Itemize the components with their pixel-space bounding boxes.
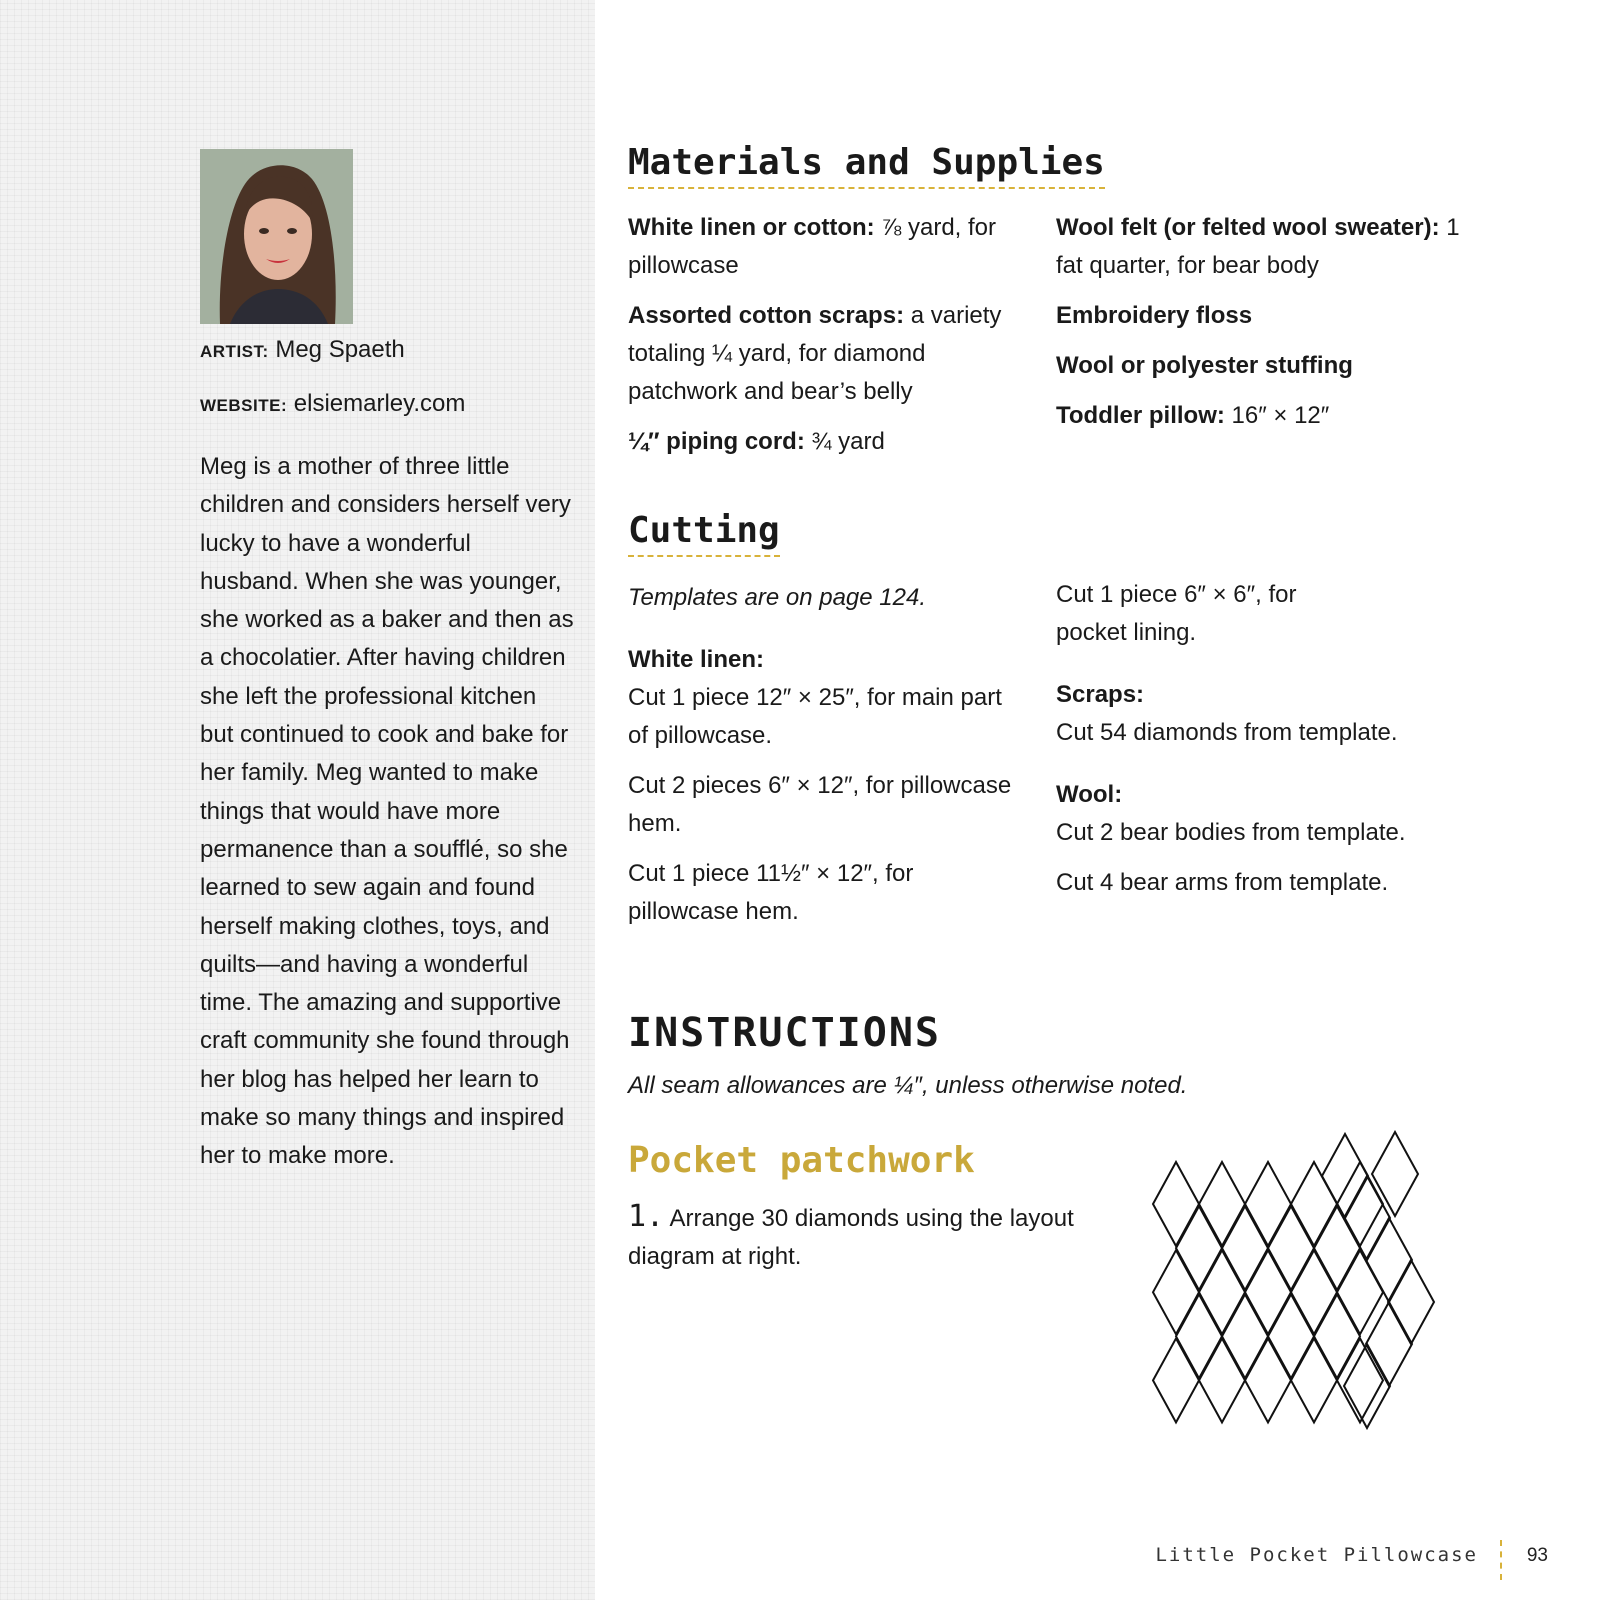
website-link[interactable]: elsiemarley.com [293, 390, 466, 417]
cutting-left-column [628, 579, 1028, 943]
cut-instruction: Cut 1 piece 6″ × 6″, for pocket lining. [1056, 581, 1297, 646]
material-item: Embroidery floss [1056, 302, 1253, 329]
footer-divider [1500, 1540, 1502, 1580]
white-linen-label: White linen: [628, 646, 764, 673]
material-item: Toddler pillow: 16″ × 12″ [1056, 402, 1330, 429]
diamond-shape [1388, 1260, 1434, 1344]
diamond-shape [1176, 1206, 1222, 1290]
diamond-shape [1153, 1338, 1199, 1422]
material-item: Assorted cotton scraps: a variety totaling ¼ yard, for diamond patchwork and bear’s belly [628, 302, 1002, 405]
cut-instruction: Cut 1 piece 12″ × 25″, for main part of pillowcase. [628, 684, 1002, 749]
materials-right-column [1056, 209, 1476, 447]
cut-instruction: Cut 2 bear bodies from template. [1056, 819, 1406, 846]
diamond-shape [1314, 1294, 1360, 1378]
instructions-heading: INSTRUCTIONS [628, 1010, 941, 1056]
materials-heading: Materials and Supplies [628, 142, 1105, 189]
website-label: WEBSITE: [200, 396, 288, 415]
step-1 [628, 1198, 1118, 1276]
material-item: ¼″ piping cord: ¾ yard [628, 428, 885, 455]
diamond-layout-diagram [1150, 1130, 1440, 1460]
materials-left-column [628, 209, 1028, 473]
material-item: Wool felt (or felted wool sweater): 1 fat quarter, for bear body [1056, 214, 1460, 279]
diamond-shape [1222, 1294, 1268, 1378]
artist-photo [200, 149, 353, 324]
artist-label: ARTIST: [200, 342, 269, 361]
diamond-shape [1268, 1206, 1314, 1290]
artist-sidebar [0, 0, 595, 1600]
cut-instruction: Cut 2 pieces 6″ × 12″, for pillowcase hem. [628, 772, 1012, 837]
diamond-shape [1199, 1162, 1245, 1246]
diamond-shape [1245, 1338, 1291, 1422]
artist-bio: Meg is a mother of three little children and considers herself very lucky to have a wonderful husband. When she was younger, she worked as a baker and then as a chocolatier. After having children she left the professional kitchen but continued to cook and bake for her family. Meg wanted to make things that would have more permanence than a soufflé, so she learned to sew again and found herself making clothes, toys, and quilts—and having a wonderful time. The amazing and supportive craft community she found through her blog has helped her learn to make so many things and inspired her to make more. [200, 453, 574, 1170]
cutting-right-column [1056, 576, 1496, 914]
diamond-shape [1153, 1250, 1199, 1334]
diamond-shape [1291, 1338, 1337, 1422]
cut-instruction: Cut 54 diamonds from template. [1056, 719, 1398, 746]
material-item: White linen or cotton: ⅞ yard, for pillowcase [628, 214, 997, 279]
page-footer [1120, 1540, 1600, 1580]
diamond-shape [1322, 1134, 1368, 1218]
diamond-shape [1337, 1162, 1383, 1246]
diamond-shape [1245, 1250, 1291, 1334]
wool-label: Wool: [1056, 781, 1123, 808]
footer-title: Little Pocket Pillowcase [1155, 1544, 1478, 1566]
diamond-shape [1176, 1294, 1222, 1378]
diamond-shape [1222, 1206, 1268, 1290]
diamond-shape [1245, 1162, 1291, 1246]
diamond-shape [1366, 1218, 1412, 1302]
step-text: Arrange 30 diamonds using the layout diagram at right. [628, 1205, 1074, 1270]
diamond-shape [1153, 1162, 1199, 1246]
cutting-heading: Cutting [628, 510, 780, 557]
seam-allowance-note: All seam allowances are ¼″, unless otherwise noted. [628, 1072, 1188, 1099]
artist-name: Meg Spaeth [275, 336, 405, 363]
step-number: 1. [628, 1199, 665, 1234]
diamond-shape [1314, 1206, 1360, 1290]
website-line [200, 390, 465, 418]
diamond-shape [1291, 1162, 1337, 1246]
cut-instruction: Cut 4 bear arms from template. [1056, 869, 1389, 896]
diamond-shape [1372, 1132, 1418, 1216]
diamond-shape [1199, 1338, 1245, 1422]
artist-line [200, 336, 405, 364]
pocket-patchwork-heading: Pocket patchwork [628, 1140, 975, 1181]
diamond-shape [1291, 1250, 1337, 1334]
diamond-shape [1344, 1176, 1390, 1260]
page-number: 93 [1526, 1545, 1548, 1566]
diamond-shape [1337, 1250, 1383, 1334]
diamond-shape [1199, 1250, 1245, 1334]
scraps-label: Scraps: [1056, 681, 1145, 708]
material-item: Wool or polyester stuffing [1056, 352, 1353, 379]
diamond-shape [1366, 1302, 1412, 1386]
templates-note: Templates are on page 124. [628, 584, 926, 611]
cut-instruction: Cut 1 piece 11½″ × 12″, for pillowcase hem. [628, 860, 914, 925]
diamond-shape [1268, 1294, 1314, 1378]
